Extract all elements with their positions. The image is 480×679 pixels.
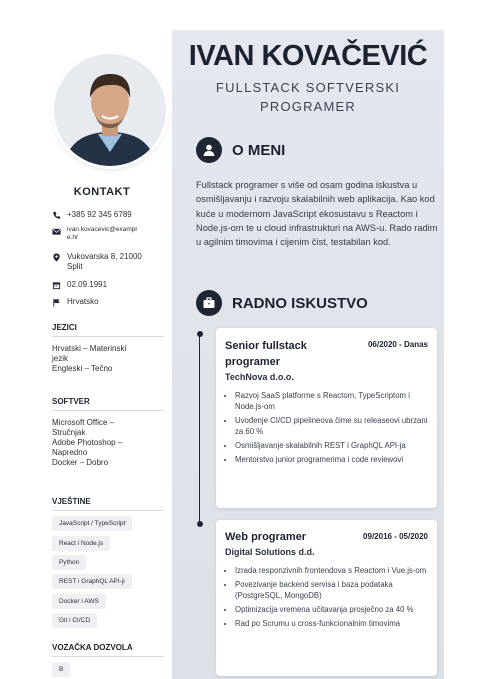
email-icon (52, 227, 61, 236)
software-title: SOFTVER (52, 397, 164, 411)
profile-photo (54, 54, 166, 166)
about-text: Fullstack programer s više od osam godina iskustva u osmišljavanju i razvoju skalabilnih web aplikacija. Kao kod kuće u modernom JavaScript ekosustavu s Reactom i Node.js-om te u cloud infrastrukturi na AWS-u. Rado radim u agilnim timovima i cijenim čist, testabilan kod. (196, 180, 438, 248)
contact-nationality (52, 297, 172, 307)
contact-phone (52, 210, 172, 220)
software-list (52, 418, 162, 468)
skill-chip: React i Node.js (52, 536, 110, 551)
software-photoshop: Adobe Photoshop – (52, 438, 123, 447)
sidebar (32, 30, 172, 679)
email-line-1: ivan.kovacevic@exampl (67, 226, 137, 233)
job-dates: 06/2020 - Danas (367, 340, 428, 349)
contact-email[interactable] (52, 226, 172, 242)
job-bullet: • Uvođenje CI/CD pipelineova čime su releaseovi ubrzani za 60 % (235, 415, 431, 437)
job-title-line-1: Senior fullstack (225, 340, 307, 352)
about-title: O MENI (232, 141, 286, 159)
address-line-1: Vukovarska 8, 21000 (67, 252, 142, 261)
job-bullet: • Optimizacija vremena učitavanja prosječno za 40 % (235, 604, 431, 615)
job-card (216, 520, 437, 676)
phone-icon (52, 211, 61, 220)
job-bullet: • Osmišljavanje skalabilnih REST i GraphQL API-ja (235, 440, 431, 451)
license-chip: B (52, 662, 70, 677)
contact-birthdate (52, 280, 172, 290)
calendar-icon (52, 281, 61, 290)
email-line-2: e.hr (67, 234, 79, 241)
briefcase-icon (196, 290, 222, 316)
software-docker: Docker – Dobro (52, 458, 109, 467)
birthdate-text: 02.09.1991 (67, 280, 108, 289)
experience-title: RADNO ISKUSTVO (232, 294, 368, 312)
about-heading (196, 137, 285, 163)
job-bullet: • Razvoj SaaS platforme s Reactom, TypeScriptom i Node.js-om (235, 390, 431, 412)
timeline-dot (197, 331, 203, 337)
contact-address (52, 252, 172, 272)
language-croatian: Hrvatski – Materinski (52, 344, 127, 353)
skills-title: VJEŠTINE (52, 497, 164, 511)
language-english: Engleski – Tečno (52, 364, 113, 373)
job-role (172, 78, 444, 116)
avatar-illustration (54, 54, 166, 166)
languages-title: JEZICI (52, 323, 164, 337)
address-line-2: Split (67, 262, 83, 271)
job-bullet: • Povezivanje backend servisa i baza podataka (PostgreSQL, MongoDB) (235, 579, 431, 601)
location-pin-icon (52, 253, 61, 262)
job-title: Web programer (225, 531, 307, 543)
license-title: VOZAČKA DOZVOLA (52, 643, 164, 657)
job-bullets (225, 390, 431, 468)
software-office-level: Stručnjak (52, 428, 86, 437)
skill-chip: Docker i AWS (52, 594, 106, 609)
software-photoshop-level: Napredno (52, 448, 88, 457)
skill-chip: REST i GraphQL API-ji (52, 574, 132, 589)
job-dates: 09/2016 - 05/2020 (363, 532, 428, 541)
nationality-text: Hrvatsko (67, 297, 99, 306)
skill-chip: JavaScript / TypeScript (52, 516, 132, 531)
main-content (172, 30, 444, 679)
software-office: Microsoft Office – (52, 418, 115, 427)
experience-heading (196, 290, 368, 316)
languages-list (52, 344, 162, 374)
job-card (216, 328, 437, 508)
job-title-line-2: programer (225, 356, 281, 368)
resume-page (32, 30, 444, 679)
job-title (225, 338, 307, 370)
contact-title: KONTAKT (73, 186, 131, 198)
job-bullets (225, 565, 431, 632)
skill-chip: Python (52, 555, 86, 570)
timeline-dot (197, 521, 203, 527)
flag-icon (52, 298, 61, 307)
job-company: TechNova d.o.o. (225, 372, 294, 382)
job-bullet: • Rad po Scrumu u cross-funkcionalnim timovima (235, 618, 431, 629)
job-bullet: • Mentorstvo junior programerima i code reviewovi (235, 454, 431, 465)
language-croatian-level: jezik (52, 354, 69, 363)
person-icon (196, 137, 222, 163)
job-bullet: • Izrada responzivnih frontendova s Reactom i Vue.js-om (235, 565, 431, 576)
phone-text: +385 92 345 6789 (67, 210, 132, 219)
skill-chip: Git i CI/CD (52, 613, 97, 628)
timeline-line (199, 333, 200, 523)
role-line-1: FULLSTACK SOFTVERSKI (215, 80, 401, 95)
full-name: IVAN KOVAČEVIĆ (188, 40, 428, 72)
role-line-2: PROGRAMER (259, 99, 357, 114)
job-company: Digital Solutions d.d. (225, 547, 315, 557)
